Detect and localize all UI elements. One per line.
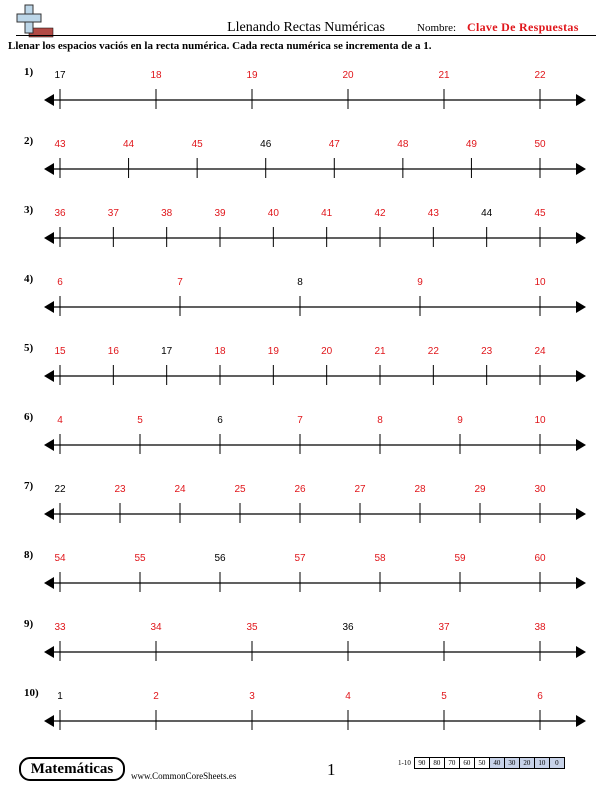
given-label: 17 <box>161 346 173 357</box>
number-line <box>0 135 612 195</box>
arrow-left-icon <box>44 715 54 727</box>
answer-label: 26 <box>294 484 306 495</box>
answer-label: 41 <box>321 208 333 219</box>
arrow-right-icon <box>576 577 586 589</box>
answer-label: 7 <box>177 277 183 288</box>
score-cell: 20 <box>519 757 535 769</box>
answer-label: 9 <box>457 415 463 426</box>
arrow-left-icon <box>44 163 54 175</box>
answer-label: 42 <box>374 208 386 219</box>
answer-label: 58 <box>374 553 386 564</box>
problem-number: 10) <box>24 687 39 699</box>
answer-label: 38 <box>161 208 173 219</box>
arrow-right-icon <box>576 163 586 175</box>
score-table <box>398 757 565 769</box>
score-cell: 90 <box>414 757 430 769</box>
arrow-right-icon <box>576 370 586 382</box>
arrow-right-icon <box>576 94 586 106</box>
given-label: 56 <box>214 553 226 564</box>
score-cell: 0 <box>549 757 565 769</box>
answer-label: 45 <box>534 208 546 219</box>
subject-badge <box>19 757 125 781</box>
answer-label: 40 <box>267 208 279 219</box>
answer-label: 15 <box>54 346 66 357</box>
number-line <box>0 66 612 126</box>
answer-label: 35 <box>246 622 258 633</box>
answer-label: 7 <box>297 415 303 426</box>
answer-label: 10 <box>534 415 546 426</box>
answer-label: 10 <box>534 277 546 288</box>
problem-number: 9) <box>24 618 34 630</box>
arrow-right-icon <box>576 439 586 451</box>
answer-label: 43 <box>427 208 439 219</box>
answer-label: 4 <box>345 691 351 702</box>
problem-number: 1) <box>24 66 34 78</box>
answer-label: 18 <box>150 70 162 81</box>
answer-label: 37 <box>107 208 119 219</box>
site-url: www.CommonCoreSheets.es <box>131 771 237 781</box>
answer-label: 30 <box>534 484 546 495</box>
answer-label: 33 <box>54 622 66 633</box>
answer-label: 25 <box>234 484 246 495</box>
number-line <box>0 480 612 540</box>
answer-label: 48 <box>397 139 409 150</box>
answer-label: 24 <box>174 484 186 495</box>
answer-label: 5 <box>441 691 447 702</box>
score-cell: 30 <box>504 757 520 769</box>
answer-label: 59 <box>454 553 466 564</box>
score-cell: 50 <box>474 757 490 769</box>
answer-label: 6 <box>57 277 63 288</box>
arrow-left-icon <box>44 301 54 313</box>
problem-number: 5) <box>24 342 34 354</box>
problem-number: 7) <box>24 480 34 492</box>
answer-label: 4 <box>57 415 63 426</box>
arrow-right-icon <box>576 508 586 520</box>
answer-label: 34 <box>150 622 162 633</box>
given-label: 8 <box>297 277 303 288</box>
arrow-right-icon <box>576 646 586 658</box>
answer-label: 20 <box>321 346 333 357</box>
answer-label: 43 <box>54 139 66 150</box>
name-value: Clave De Respuestas <box>467 20 579 34</box>
answer-label: 21 <box>438 70 450 81</box>
arrow-right-icon <box>576 232 586 244</box>
subject-label: Matemáticas <box>30 761 114 777</box>
number-line <box>0 687 612 747</box>
answer-label: 29 <box>474 484 486 495</box>
answer-label: 38 <box>534 622 546 633</box>
answer-label: 6 <box>537 691 543 702</box>
answer-label: 50 <box>534 139 546 150</box>
problem-2 <box>0 135 612 195</box>
answer-label: 44 <box>123 139 135 150</box>
score-cell: 80 <box>429 757 445 769</box>
problem-number: 6) <box>24 411 34 423</box>
answer-label: 57 <box>294 553 306 564</box>
score-cell: 60 <box>459 757 475 769</box>
problem-number: 3) <box>24 204 34 216</box>
given-label: 6 <box>217 415 223 426</box>
arrow-left-icon <box>44 232 54 244</box>
answer-label: 28 <box>414 484 426 495</box>
problem-number: 4) <box>24 273 34 285</box>
problem-1 <box>0 66 612 126</box>
answer-label: 60 <box>534 553 546 564</box>
answer-label: 54 <box>54 553 66 564</box>
page-number: 1 <box>327 760 336 779</box>
answer-label: 47 <box>328 139 340 150</box>
problem-8 <box>0 549 612 609</box>
answer-label: 55 <box>134 553 146 564</box>
answer-label: 18 <box>214 346 226 357</box>
arrow-left-icon <box>44 439 54 451</box>
problem-number: 2) <box>24 135 34 147</box>
given-label: 44 <box>481 208 493 219</box>
answer-label: 23 <box>114 484 126 495</box>
score-cell: 40 <box>489 757 505 769</box>
header-divider <box>16 35 596 36</box>
arrow-left-icon <box>44 577 54 589</box>
problem-4 <box>0 273 612 333</box>
problem-10 <box>0 687 612 747</box>
answer-label: 8 <box>377 415 383 426</box>
answer-label: 5 <box>137 415 143 426</box>
answer-label: 24 <box>534 346 546 357</box>
number-line <box>0 618 612 678</box>
arrow-left-icon <box>44 646 54 658</box>
problem-5 <box>0 342 612 402</box>
arrow-right-icon <box>576 715 586 727</box>
answer-label: 23 <box>481 346 493 357</box>
score-cell: 10 <box>534 757 550 769</box>
number-line <box>0 273 612 333</box>
answer-label: 36 <box>54 208 66 219</box>
score-range-label: 1-10 <box>398 759 411 767</box>
problem-7 <box>0 480 612 540</box>
instructions: Llenar los espacios vaciós en la recta numérica. Cada recta numérica se incrementa de a 1. <box>8 40 432 52</box>
answer-label: 16 <box>107 346 119 357</box>
arrow-left-icon <box>44 94 54 106</box>
answer-label: 19 <box>267 346 279 357</box>
number-line <box>0 204 612 264</box>
given-label: 22 <box>54 484 66 495</box>
number-line <box>0 342 612 402</box>
answer-label: 45 <box>191 139 203 150</box>
arrow-left-icon <box>44 508 54 520</box>
given-label: 17 <box>54 70 66 81</box>
problem-9 <box>0 618 612 678</box>
score-cells <box>415 757 565 769</box>
answer-label: 37 <box>438 622 450 633</box>
score-cell: 70 <box>444 757 460 769</box>
problem-6 <box>0 411 612 471</box>
answer-label: 2 <box>153 691 159 702</box>
name-label: Nombre: <box>417 22 457 34</box>
answer-label: 19 <box>246 70 258 81</box>
problem-3 <box>0 204 612 264</box>
given-label: 46 <box>260 139 272 150</box>
answer-label: 39 <box>214 208 226 219</box>
answer-label: 3 <box>249 691 255 702</box>
answer-label: 27 <box>354 484 366 495</box>
arrow-right-icon <box>576 301 586 313</box>
answer-label: 49 <box>465 139 477 150</box>
page-title: Llenando Rectas Numéricas <box>227 20 385 35</box>
answer-label: 22 <box>427 346 439 357</box>
answer-label: 20 <box>342 70 354 81</box>
arrow-left-icon <box>44 370 54 382</box>
answer-label: 22 <box>534 70 546 81</box>
given-label: 1 <box>57 691 63 702</box>
answer-label: 21 <box>374 346 386 357</box>
number-line <box>0 549 612 609</box>
problem-number: 8) <box>24 549 34 561</box>
number-line <box>0 411 612 471</box>
answer-label: 9 <box>417 277 423 288</box>
given-label: 36 <box>342 622 354 633</box>
